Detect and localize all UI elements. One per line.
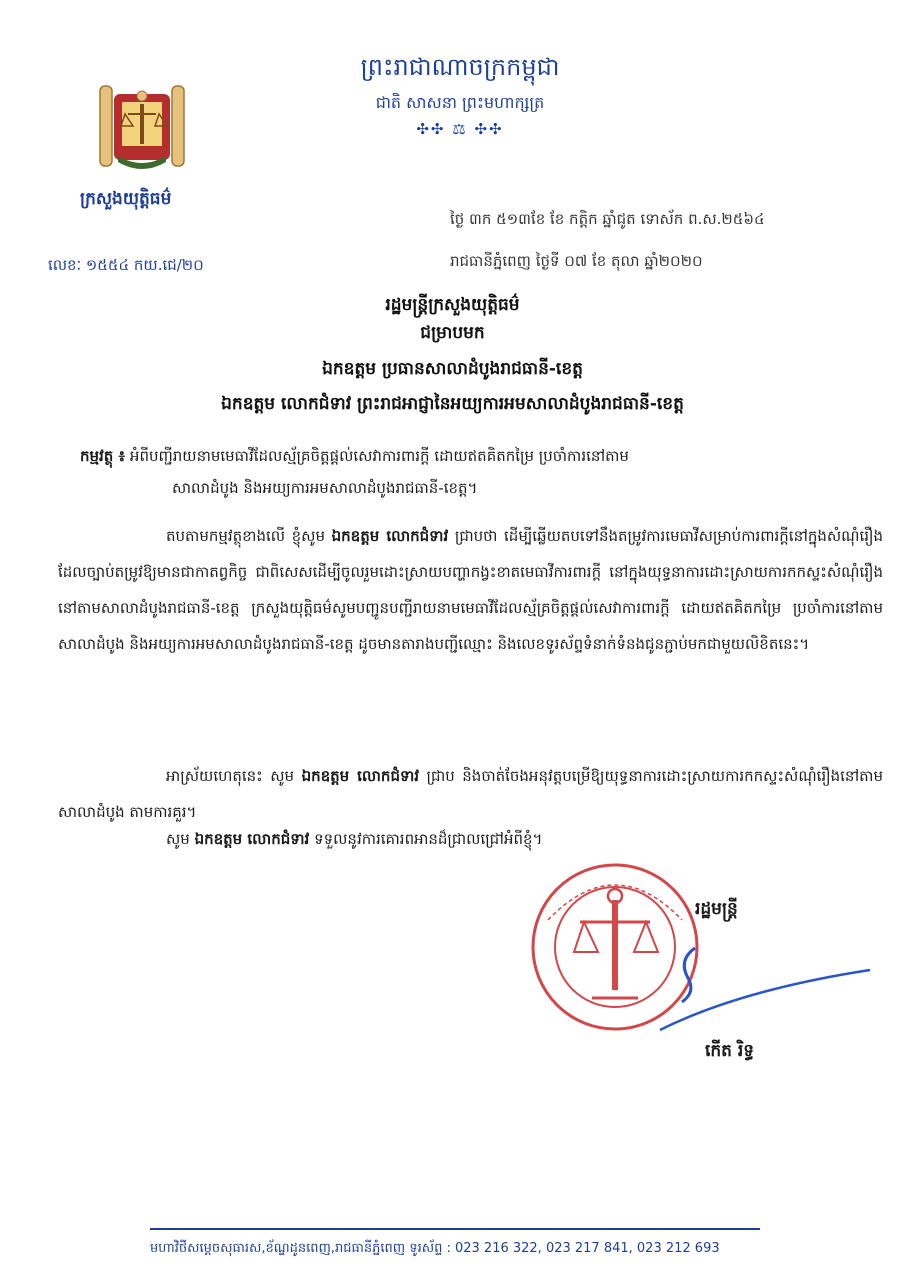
ministry-label: ក្រសួងយុត្តិធម៌ (80, 189, 172, 209)
kingdom-title: ព្រះរាជាណាចក្រកម្ពុជា (360, 53, 560, 81)
paragraph-2-text: ជ្រាប និងចាត់ចែងអនុវត្តបម្រើឱ្យយុទ្ធនាការដោះស្រាយការកកស្ទះសំណុំរឿងនៅតាមសាលាដំបូង តាមការគួរ។ (58, 767, 883, 821)
subject-block (80, 440, 880, 504)
reference-number: លេខៈ ១៥៥៤ កយ.ជេ/២០ (48, 256, 204, 274)
signatory-title: រដ្ឋមន្ត្រី (695, 899, 738, 919)
paragraph-1-lead: តបតាមកម្មវត្ថុខាងលើ ខ្ញុំសូម (166, 527, 325, 545)
closing-honorific: ឯកឧត្តម លោកជំទាវ (194, 830, 310, 848)
salutation-heading: ជម្រាបមក (420, 323, 485, 343)
footer-divider (150, 1228, 760, 1230)
recipient-heading-2: ឯកឧត្តម លោកជំទាវ ព្រះរាជអាជ្ញានៃអយ្យការអមសាលាដំបូងរាជធានី-ខេត្ត (221, 394, 684, 414)
lunar-date: ថ្ងៃ ៣ក ៥១៣ខែ ខែ ​កត្តិក ឆ្នាំជូត ទោស័ក ព.ស.២៥៦៤ (450, 210, 765, 228)
paragraph-2-lead: អាស្រ័យហេតុនេះ សូម (166, 767, 295, 785)
paragraph-2-honorific: ឯកឧត្តម លោកជំទាវ (301, 767, 420, 785)
closing-line (166, 830, 866, 852)
paragraph-1-honorific: ឯកឧត្តម លោកជំទាវ (331, 527, 449, 545)
body-paragraph-2 (58, 758, 883, 830)
paragraph-1-text: ជ្រាបថា ដើម្បីឆ្លើយតបទៅនឹងតម្រូវការមេធាវីសម្រាប់ការពារក្តីនៅក្នុងសំណុំរឿងដែលច្បាប់តម្រូវឱ្យមានជាកាតព្វកិច្ច ជាពិសេសដើម្បីចូលរួមដោះស្រាយបញ្ហាកង្វះខាតមេធាវីការពារក្តី នៅក្នុងយុទ្ធនាការដោះស្រាយការកកស្ទះសំណុំរឿងនៅតាមសាលាដំបូងរាជធានី-ខេត្ត ក្រសួងយុត្តិធម៌សូមបញ្ជូនបញ្ជីរាយនាមមេធាវីដែលស្ម័គ្រចិត្តផ្តល់សេវាការពារក្តី ដោយឥតគិតកម្រៃ ប្រចាំការនៅតាមសាលាដំបូង និងអយ្យការអមសាលាដំបូងរាជធានី-ខេត្ត ដូចមានតារាងបញ្ជីឈ្មោះ និងលេខទូរស័ព្ទទំនាក់ទំនងជូនភ្ជាប់មកជាមួយលិខិតនេះ។ (58, 527, 883, 653)
handwritten-signature-icon (600, 930, 880, 1040)
body-paragraph-1 (58, 518, 883, 662)
solar-date: រាជធានីភ្នំពេញ ថ្ងៃទី ០៧ ខែ តុលា ឆ្នាំ២០២០ (450, 252, 703, 270)
closing-text: ទទួលនូវការគោរពអានដ៏ជ្រាលជ្រៅអំពីខ្ញុំ។ (314, 830, 543, 848)
subject-label: កម្មវត្ថុ ៖ (80, 447, 126, 465)
closing-lead: សូម (166, 830, 190, 848)
signatory-name: កើត រិទ្ធ (705, 1041, 755, 1061)
national-motto: ជាតិ សាសនា ព្រះមហាក្សត្រ (375, 93, 545, 112)
subject-line-2: សាលាដំបូង និងអយ្យការអមសាលាដំបូងរាជធានី-ខេត្ត។ (172, 479, 478, 497)
subject-line-1: អំពីបញ្ជីរាយនាមមេធាវីដែលស្ម័គ្រចិត្តផ្តល់សេវាការពារក្តី ដោយឥតគិតកម្រៃ ប្រចាំការនៅតាម (129, 447, 629, 465)
footer-address: មហាវិថីសម្តេចសុធារស,ខ័ណ្ឌដូនពេញ,រាជធានីភ្នំពេញ ទូរស័ព្ទ : 023 216 322, 023 217 841, 023 212 693 (150, 1241, 720, 1256)
header-ornament: ✣✣ ⚖ ✣✣ (416, 120, 504, 138)
sender-heading: រដ្ឋមន្ត្រីក្រសួងយុត្តិធម៌ (385, 295, 520, 315)
ministry-emblem-icon (92, 80, 192, 180)
recipient-heading-1: ឯកឧត្តម ប្រធានសាលាដំបូងរាជធានី-ខេត្ត (322, 359, 583, 379)
